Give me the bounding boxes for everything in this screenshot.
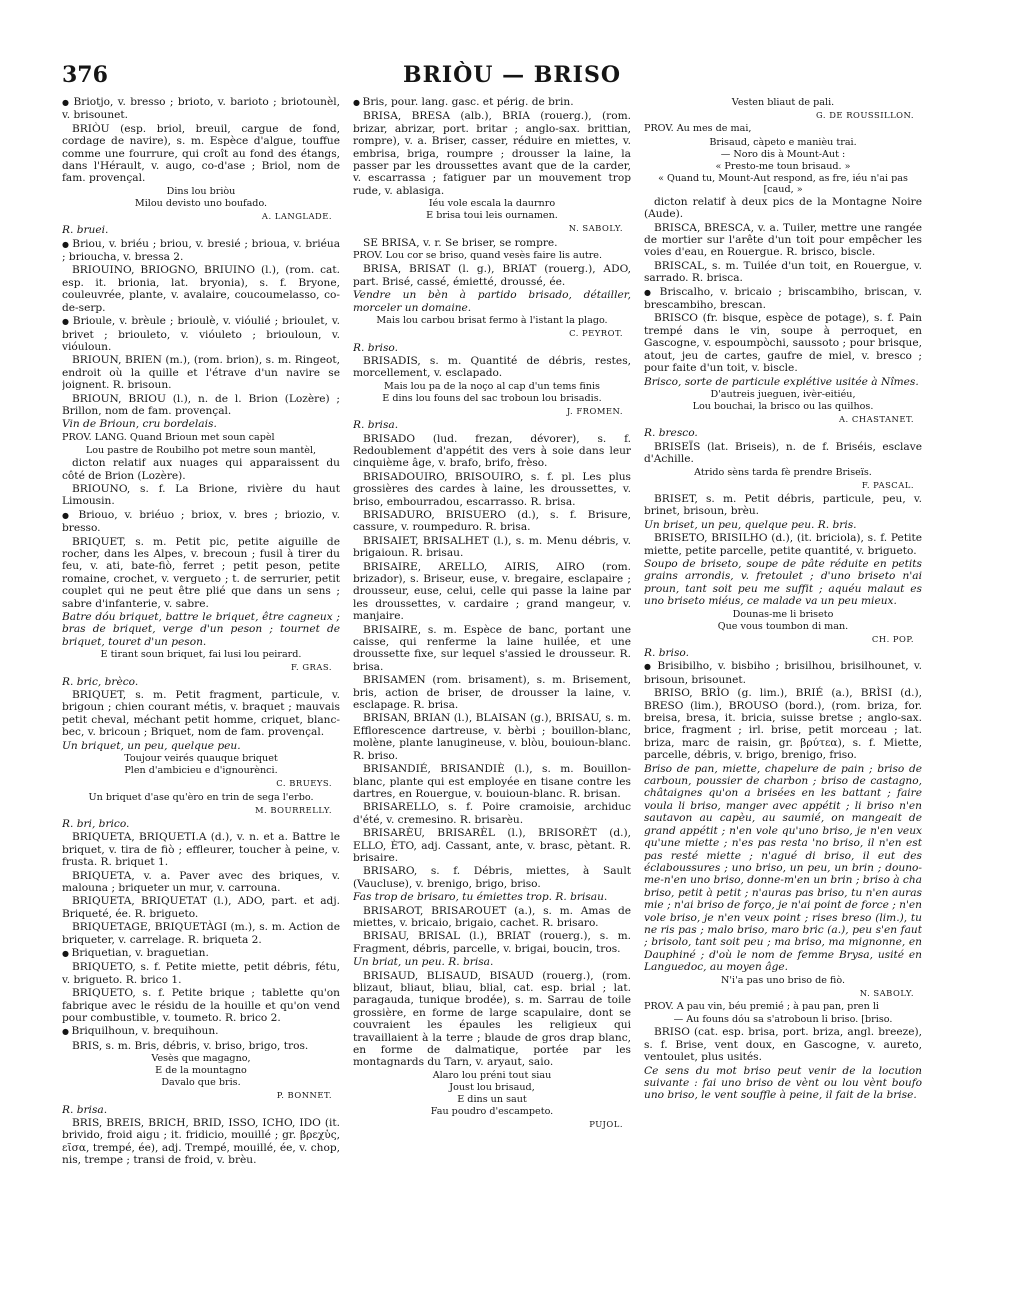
dictionary-entry: BRISCAL, s. m. Tuilée d'un toit, en Rouergue, v. sarrado. R. brisca.: [644, 259, 922, 285]
dictionary-prov: PROV. A pau vin, béu premié ; à pau pan, pren li: [644, 1000, 879, 1012]
dictionary-quote: E de la mountagno: [155, 1065, 247, 1077]
dictionary-entry: BRISADIS, s. m. Quantité de débris, restes, morcellement, v. esclapado.: [353, 354, 631, 380]
dictionary-bullet: ● Briquetian, v. braguetian.: [62, 947, 340, 960]
dictionary-author: C. PEYROT.: [569, 328, 623, 339]
dictionary-quote: Vesten bliaut de pali.: [731, 97, 835, 108]
dictionary-quote: E dins un saut: [457, 1093, 527, 1105]
dictionary-quote: Alaro lou préni tout siau: [432, 1069, 552, 1081]
dictionary-entry: SE BRISA, v. r. Se briser, se rompre.: [363, 236, 558, 249]
page-number: 376: [62, 62, 108, 88]
dictionary-entry: BRISEÏS (lat. Briseis), n. de f. Briséis, esclave d'Achille.: [644, 440, 922, 466]
dictionary-entry: BRISAROT, BRISAROUET (a.), s. m. Amas de miettes, v. bricaio, brigaio, cachet. R. brisaro.: [353, 904, 631, 929]
dictionary-entry: BRIQUET, s. m. Petit fragment, particule, v. brigoun ; chien courant métis, v. braquet ; mauvais petit cheval, méchant petit homme, criquet, blanc-bec, v. bricoun ; Briquet, nom de fam. provençal.: [62, 689, 340, 739]
dictionary-ref: R. bruei.: [62, 224, 109, 237]
dictionary-quote: Joust lou brisaud,: [449, 1081, 535, 1093]
dictionary-entry: dicton relatif à deux pics de la Montagne Noire (Aude).: [644, 195, 922, 221]
dictionary-bullet: ● Briouo, v. briéuo ; briox, v. bres ; briozio, v. bresso.: [62, 509, 340, 535]
dictionary-quote: D'autreis jueguen, ivèr-eitiéu,: [710, 388, 856, 400]
dictionary-entry: BRISARELLO, s. f. Poire cramoisie, archiduc d'été, v. cremesino. R. brisarèu.: [353, 801, 631, 826]
dictionary-quote: Atrido sèns tarda fè prendre Briseïs.: [694, 466, 872, 478]
dictionary-author: PUJOL.: [589, 1118, 623, 1129]
dictionary-author: A. LANGLADE.: [261, 210, 332, 221]
dictionary-author: J. FROMEN.: [566, 405, 623, 416]
dictionary-entry: BRIQUETO, s. f. Petite miette, petit débris, fétu, v. brigueto. R. brico 1.: [62, 961, 340, 986]
dictionary-entry: BRIQUETA, BRIQUETI.A (d.), v. n. et a. Battre le briquet, v. tira de fiò ; effleurer, toucher à peine, v. frusta. R. briquet 1.: [62, 831, 340, 869]
dictionary-entry: BRIOUINO, BRIOGNO, BRIUINO (l.), (rom. cat. esp. it. brionia, lat. bryonia), s. f. Bryone, couleuvrée, plante, v. avalaire, coucoumelasso, co-de-serp.: [62, 264, 340, 314]
dictionary-quote: « Presto-me toun brisaud. »: [715, 160, 851, 172]
dictionary-bullet: ● Briotjo, v. bresso ; brioto, v. barioto ; briotounèl, v. brisounet.: [62, 96, 340, 122]
column-right: [644, 96, 922, 1276]
dictionary-entry: BRIOUNO, s. f. La Brione, rivière du haut Limousin.: [62, 482, 340, 508]
dictionary-entry: BRISAIET, BRISALHET (l.), s. m. Menu débris, v. brigaioun. R. brisau.: [353, 534, 631, 560]
dictionary-author: N. SABOLY.: [859, 987, 914, 998]
dictionary-entry: BRISAU, BRISAL (l.), BRIAT (rouerg.), s. m. Fragment, débris, parcelle, v. brigai, boucin, tros.: [353, 930, 631, 955]
dictionary-entry: BRIS, BREIS, BRICH, BRID, ISSO, ICHO, IDO (it. brivido, froid aigu ; it. fridicio, mouillé ; gr. βρεχὑς, εῖσα, trempé, ée), adj. Trempé, mouillé, ée, v. chop, nis, trempe ; transi de froid, v. brèu.: [62, 1117, 340, 1167]
dictionary-entry: BRISAIRE, ARELLO, AIRIS, AIRO (rom. brizador), s. Briseur, euse, v. bregaire, esclapaire ; drousseur, euse, celui, celle qui passe la laine par les droussettes, v. cardaire ; grand mangeur, v. manjaire.: [353, 560, 631, 623]
dictionary-quote: Vesès que magagno,: [151, 1053, 251, 1065]
column-left: [62, 96, 340, 1276]
dictionary-ref: R. briso.: [644, 647, 689, 659]
dictionary-author: F. PASCAL.: [861, 479, 914, 490]
dictionary-entry: dicton relatif aux nuages qui apparaissent du côté de Brion (Lozère).: [62, 457, 340, 482]
dictionary-entry: BRISA, BRISAT (l. g.), BRIAT (rouerg.), ADO, part. Brisé, cassé, émietté, droussé, ée.: [353, 263, 631, 288]
dictionary-quote: Fau poudro d'escampeto.: [430, 1105, 554, 1117]
dictionary-quote: — Au founs dóu sa s'atroboun li briso. [briso.: [673, 1014, 893, 1026]
dictionary-author: F. GRAS.: [291, 662, 332, 673]
dictionary-prov: PROV. LANG. Quand Brioun met soun capèl: [62, 431, 275, 443]
dictionary-entry: BRISO, BRÌO (g. lim.), BRIÉ (a.), BRÌSI (d.), BRESO (lim.), BROUSO (bord.), (rom. briza, for. breisa, bresa, it. bricia, suisse bretse ; anglo-sax. brice, fragment ; irl. brise, petit morceau ; lat. briza, marc de raisin, gr. βρύτεα), s. f. Miette, parcelle, débris, v. brigo, brenigo, friso.: [644, 687, 922, 762]
dictionary-entry: BRIQUET, s. m. Petit pic, petite aiguille de rocher, dans les Alpes, v. brecoun ; fusil à tirer du feu, v. ati, bate-fiò, ferret ; petit peson, petite romaine, crochet, v. vergueto ; t. de serrurier, petit couplet qui ne peut être plié que dans un sens ; sabre d'infanterie, v. sabre.: [62, 535, 340, 610]
dictionary-ref: Un briset, un peu, quelque peu. R. bris.: [644, 518, 857, 531]
dictionary-quote: « Quand tu, Mount-Aut respond, as fre, iéu n'ai pas [caud, »: [658, 172, 908, 195]
dictionary-author: CH. POP.: [871, 633, 914, 644]
dictionary-entry: BRISARÈU, BRISARÈL (l.), BRISORÈT (d.), ELLO, ÈTO, adj. Cassant, ante, v. brasc, pètant. R. brisaire.: [353, 827, 631, 864]
dictionary-entry: BRISADURO, BRISUERO (d.), s. f. Brisure, cassure, v. roumpeduro. R. brisa.: [353, 508, 631, 534]
dictionary-ref: R. bresco.: [644, 427, 698, 440]
dictionary-entry: BRISO (cat. esp. brisa, port. briza, angl. breeze), s. f. Brise, vent doux, en Gascogne, v. aureto, ventoulet, plus usités.: [644, 1026, 922, 1064]
dictionary-entry: BRIQUETA, v. a. Paver avec des briques, v. malouna ; briqueter un mur, v. carrouna.: [62, 869, 340, 894]
dictionary-quote: Lou pastre de Roubilho pot metre soun mantèl,: [85, 445, 317, 457]
dictionary-entry: BRISAUD, BLISAUD, BISAUD (rouerg.), (rom. blizaut, bliaut, bliau, blial, cat. esp. brial ; lat. paragauda, tunique brodée), s. m. Sarrau de toile grossière, en forme de large scapulaire, dont se couvraient les épaules les religieux qui travaillaient à la terre ; blaude de gros drap blanc, en forme de dalmatique, portée par les montagnards du Tarn, v. aryaut, saio.: [353, 969, 631, 1069]
dictionary-bullet: ● Briquilhoun, v. brequihoun.: [62, 1025, 340, 1038]
dictionary-quote: Dins lou briòu: [166, 185, 236, 197]
dictionary-quote: Plen d'ambicieu e d'ignourènci.: [124, 765, 278, 777]
dictionary-ref: Fas trop de brisaro, tu émiettes trop. R. brisau.: [353, 891, 608, 904]
dictionary-author: G. DE ROUSSILLON.: [815, 110, 914, 120]
dictionary-quote: Davalo que bris.: [161, 1077, 241, 1089]
dictionary-quote: N'i'a pas uno briso de fiò.: [721, 974, 845, 986]
dictionary-entry: BRIQUETA, BRIQUETAT (l.), ADO, part. et adj. Briqueté, ée. R. brigueto.: [62, 895, 340, 920]
dictionary-quote: Lou bouchai, la brisco ou las quilhos.: [692, 400, 874, 412]
dictionary-entry: BRIÒU (esp. briol, breuil, cargue de fond, cordage de navire), s. m. Espèce d'algue, touffue comme une fourrure, qui croît au fond des étangs, dans l'Hérault, v. augo, co-d'ase ; Briol, nom de fam. provençal.: [62, 122, 340, 185]
dictionary-bullet: ● Briou, v. briéu ; briou, v. bresié ; brioua, v. briéua ; brioucha, v. bressa 2.: [62, 238, 340, 264]
dictionary-ref: Soupo de briseto, soupe de pâte réduite en petits grains arrondis, v. fretoulet ; d'uno briseto n'ai proun, tant soit peu me suffit ; aquéu malaut es uno briseto miéus, ce malade va un peu mieux.: [644, 557, 922, 608]
dictionary-bullet: ● Brisibilho, v. bisbiho ; brisilhou, brisilhounet, v. brisoun, brisounet.: [644, 660, 922, 686]
dictionary-ref: Briso de pan, miette, chapelure de pain ; briso de carboun, poussier de charbon ; briso de castagno, châtaignes qu'on a brisées en les battant ; faire voula li briso, manger avec appétit ; li briso n'en sautavon au capèu, au saumié, on mangeait de grand appétit ; n'en vole qu'uno briso, je n'en veux qu'une miette ; n'es pas resta 'no briso, il n'en est pas resté miette ; n'agué di briso, il eut des éclaboussures ; uno briso, un peu, un brin ; douno-me-n'en uno briso, donne-m'en un brin ; briso à cha briso, petit à petit ; n'auras pas briso, tu n'en auras mie ; n'ai briso de forço, je n'ai point de force ; n'en vole briso, je n'en veux point ; rises breso (lim.), tu ne ris pas ; malo briso, maro bric (a.), peu s'en faut ; brisolo, tant soit peu ; ma briso, ma mignonne, en Dauphiné ; d'où le nom de femme Brysa, usité en Languedoc, au moyen âge.: [644, 762, 922, 974]
dictionary-quote: Mais lou pa de la noço al cap d'un tems finis: [384, 380, 600, 392]
column-middle: [353, 96, 631, 1276]
dictionary-entry: BRISCA, BRESCA, v. a. Tuiler, mettre une rangée de mortier sur l'arête d'un toit pour empêcher les voies d'eau, en Rouergue. R. brisco, biscle.: [644, 221, 922, 259]
dictionary-ref: Brisco, sorte de particule explétive usitée à Nîmes.: [644, 375, 919, 388]
dictionary-quote: Milou devisto uno boufado.: [134, 197, 268, 209]
text-columns: [62, 96, 922, 1276]
dictionary-author: A. CHASTANET.: [838, 413, 914, 424]
dictionary-quote: Iéu vole escala la daurnro: [428, 198, 556, 210]
dictionary-quote: — Noro dis à Mount-Aut :: [720, 148, 846, 160]
dictionary-entry: BRISAMEN (rom. brisament), s. m. Brisement, bris, action de briser, de drousser la laine, v. esclapage. R. brisa.: [353, 674, 631, 712]
dictionary-ref: Vin de Brioun, cru bordelais.: [62, 418, 217, 431]
dictionary-entry: BRISADO (lud. frezan, dévorer), s. f. Redoublement d'appétit des vers à soie dans leur cinquième âge, v. brafo, brifo, frèso.: [353, 432, 631, 470]
dictionary-quote: Que vous toumbon di man.: [717, 620, 849, 632]
dictionary-author: P. BONNET.: [276, 1090, 332, 1101]
dictionary-ref: Vendre un bèn à partido brisado, détailler, morceler un domaine.: [353, 289, 631, 314]
dictionary-ref: Un briquet, un peu, quelque peu.: [62, 739, 241, 752]
dictionary-entry: BRISCO (fr. bisque, espèce de potage), s. f. Pain trempé dans le vin, soupe à perroquet, en Gascogne, v. espoumpòchi, saussoto ; pour brisque, atout, jeu de cartes, gaufre de miel, v. bresco ; pour faite d'un toit, v. biscle.: [644, 312, 922, 375]
dictionary-quote: Toujour veirés quauque briquet: [124, 753, 278, 765]
dictionary-ref: R. brisa.: [62, 1103, 108, 1116]
dictionary-bullet: ● Brioule, v. brèule ; brioulè, v. vióulié ; brioulet, v. brivet ; briouleto, v. vióuleto ; briouloun, v. vióuloun.: [62, 315, 340, 353]
dictionary-entry: BRISAIRE, s. m. Espèce de banc, portant une caisse, qui renferme la laine huilée, et une droussette fixe, sur lequel s'assied le drousseur. R. brisa.: [353, 623, 631, 673]
dictionary-ref: R. bric, brèco.: [62, 675, 139, 688]
dictionary-ref: Un briat, un peu. R. brisa.: [353, 956, 494, 969]
dictionary-author: M. BOURRELLY.: [254, 804, 332, 815]
dictionary-entry: BRISARO, s. f. Débris, miettes, à Sault (Vaucluse), v. brenigo, brigo, briso.: [353, 865, 631, 890]
dictionary-ref: R. briso.: [353, 341, 398, 354]
dictionary-entry: BRISETO, BRISILHO (d.), (it. briciola), s. f. Petite miette, petite parcelle, petite quantité, v. brigueto.: [644, 532, 922, 557]
dictionary-entry: BRIS, s. m. Bris, débris, v. briso, brigo, tros.: [72, 1039, 309, 1052]
dictionary-entry: BRIQUETO, s. f. Petite brique ; tablette qu'on fabrique avec le résidu de la houille et qu'on vend pour combustible, v. toumeto. R. brico 2.: [62, 987, 340, 1024]
dictionary-prov: PROV. Au mes de mai,: [644, 123, 752, 135]
dictionary-quote: Brisaud, càpeto e manièu trai.: [709, 136, 857, 148]
dictionary-quote: E tirant soun briquet, fai lusi lou peirard.: [100, 649, 302, 661]
dictionary-ref: R. bri, brico.: [62, 817, 130, 830]
dictionary-entry: BRISANDIÉ, BRISANDIÈ (l.), s. m. Bouillon-blanc, plante qui est employée en tisane contre les dartres, en Rouergue, v. bouioun-blanc. R. brisan.: [353, 763, 631, 800]
dictionary-entry: BRIOUN, BRIEN (m.), (rom. brion), s. m. Ringeot, endroit où la quille et l'étrave d'un navire se joignent. R. brisoun.: [62, 354, 340, 392]
dictionary-bullet: ● Bris, pour. lang. gasc. et périg. de brin.: [353, 96, 631, 109]
dictionary-entry: BRISAN, BRIAN (l.), BLAISAN (g.), BRISAU, s. m. Efflorescence dartreuse, v. bèrbi ; bouillon-blanc, molène, plante lanugineuse, v. blòu, bouioun-blanc. R. briso.: [353, 712, 631, 762]
dictionary-entry: BRIOUN, BRIOU (l.), n. de l. Brion (Lozère) ; Brillon, nom de fam. provençal.: [62, 392, 340, 417]
dictionary-entry: BRIQUETAGE, BRIQUETÀGI (m.), s. m. Action de briqueter, v. carrelage. R. briqueta 2.: [62, 921, 340, 946]
dictionary-ref: Batre dóu briquet, battre le briquet, être cagneux ; bras de briquet, verge d'un peson ; tournet de briquet, touret d'un peson.: [62, 611, 340, 648]
dictionary-bullet: ● Briscalho, v. bricaio ; briscambiho, briscan, v. brescambiho, brescan.: [644, 286, 922, 312]
dictionary-quote: Dounas-me li briseto: [732, 608, 834, 620]
running-head: BRIÒU — BRISO: [402, 62, 622, 88]
dictionary-author: N. SABOLY.: [568, 223, 623, 234]
dictionary-entry: BRISET, s. m. Petit débris, particule, peu, v. brinet, brisoun, brèu.: [644, 492, 922, 518]
dictionary-quote: Mais lou carbou brisat fermo à l'istant la plago.: [376, 315, 608, 327]
dictionary-quote: E dins lou founs del sac troboun lou brisadis.: [382, 392, 602, 404]
dictionary-quote: E brisa toui leis ournamen.: [426, 210, 558, 222]
dictionary-ref: R. brisa.: [353, 419, 399, 432]
dictionary-entry: BRISADOUIRO, BRISOUIRO, s. f. pl. Les plus grossières des cardes à laine, les droussettes, v. briso, embourradou, escarrasso. R. brisa.: [353, 470, 631, 508]
dictionary-entry: BRISA, BRESA (alb.), BRIA (rouerg.), (rom. brizar, abrizar, port. britar ; anglo-sax. brittian, rompre), v. a. Briser, casser, réduire en miettes, v. embrisa, briga, roumpre ; drousser la laine, la passer par les droussettes avant que de la carder, v. escarrassa ; fatiguer par un mouvement trop rude, v. ablasiga.: [353, 110, 631, 197]
dictionary-prov: PROV. Lou cor se briso, quand vesès faire lis autre.: [353, 250, 603, 262]
dictionary-author: C. BRUEYS.: [276, 778, 332, 789]
dictionary-quote: Un briquet d'ase qu'èro en trin de sega l'erbo.: [88, 791, 314, 803]
dictionary-ref: Ce sens du mot briso peut venir de la locution suivante : fai uno briso de vènt ou lou vènt boufo uno briso, le vent souffle à peine, il fait de la brise.: [644, 1064, 922, 1102]
